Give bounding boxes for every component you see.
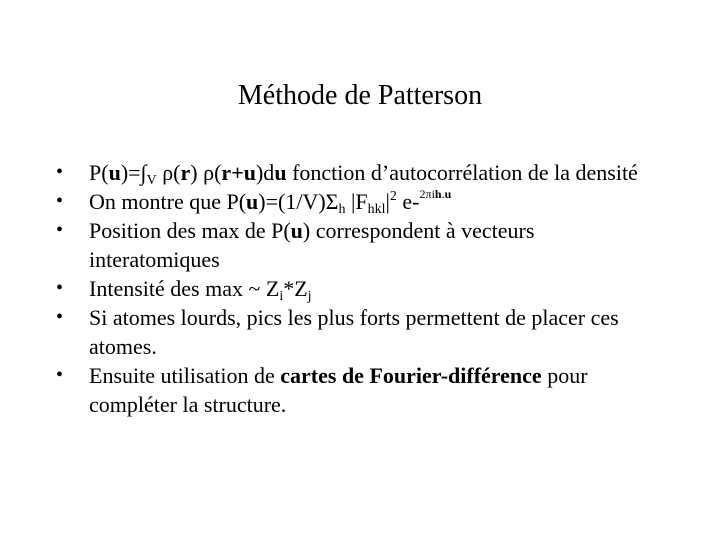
bullet-icon: • bbox=[56, 219, 64, 241]
exponent-h: h bbox=[434, 187, 442, 201]
vector-r: r bbox=[180, 160, 191, 185]
vector-u: u bbox=[108, 160, 121, 185]
bullet-icon: • bbox=[56, 277, 64, 299]
subscript-hkl: hkl bbox=[367, 202, 386, 217]
text-segment: P( bbox=[89, 160, 109, 185]
text-segment: Intensité des max ~ Z bbox=[89, 276, 280, 301]
exponent-u: u bbox=[444, 187, 452, 201]
bullet-patterson-formula bbox=[56, 187, 656, 216]
bullet-list bbox=[56, 158, 656, 419]
bullet-heavy-atoms bbox=[56, 303, 656, 361]
text-segment: Si atomes lourds, pics les plus forts permettent de placer ces atomes. bbox=[89, 305, 619, 359]
text-segment: Position des max de P( bbox=[89, 218, 291, 243]
text-segment: e- bbox=[396, 189, 420, 214]
vector-u: u bbox=[290, 218, 303, 243]
bullet-icon: • bbox=[56, 190, 64, 212]
bullet-max-intensity bbox=[56, 274, 656, 303]
text-segment: *Z bbox=[283, 276, 308, 301]
vector-u: u bbox=[274, 160, 287, 185]
bold-term: cartes de Fourier-différence bbox=[280, 363, 542, 388]
vector-u: u bbox=[246, 189, 259, 214]
exponent-dot: . bbox=[441, 187, 445, 201]
subscript-v: V bbox=[146, 173, 157, 188]
text-segment: )d bbox=[255, 160, 275, 185]
text-segment: Ensuite utilisation de bbox=[89, 363, 281, 388]
text-segment: )=(1/V)Σ bbox=[258, 189, 339, 214]
plus-sign: + bbox=[231, 160, 244, 185]
text-segment: fonction d’autocorrélation de la densité bbox=[286, 160, 638, 185]
text-segment: On montre que P( bbox=[89, 189, 247, 214]
superscript-2: 2 bbox=[389, 189, 397, 204]
subscript-h: h bbox=[338, 202, 346, 217]
text-segment: | bbox=[385, 189, 390, 214]
vector-u: u bbox=[243, 160, 256, 185]
subscript-j: j bbox=[307, 289, 312, 304]
text-segment: ρ( bbox=[156, 160, 181, 185]
slide-title: Méthode de Patterson bbox=[237, 80, 483, 111]
bullet-max-positions bbox=[56, 216, 656, 274]
text-segment: )=∫ bbox=[120, 160, 147, 185]
subscript-i: i bbox=[279, 289, 284, 304]
text-segment: ) correspondent à vecteurs interatomiques bbox=[89, 218, 535, 272]
bullet-icon: • bbox=[56, 306, 64, 328]
exponent-2pi-i: 2πi bbox=[419, 187, 435, 201]
text-segment: ) ρ( bbox=[190, 160, 222, 185]
vector-r: r bbox=[221, 160, 232, 185]
bullet-patterson-function bbox=[56, 158, 656, 187]
bullet-icon: • bbox=[56, 364, 64, 386]
bullet-icon: • bbox=[56, 161, 64, 183]
text-segment: pour compléter la structure. bbox=[89, 363, 588, 417]
bullet-fourier-difference bbox=[56, 361, 656, 419]
text-segment: |F bbox=[345, 189, 368, 214]
